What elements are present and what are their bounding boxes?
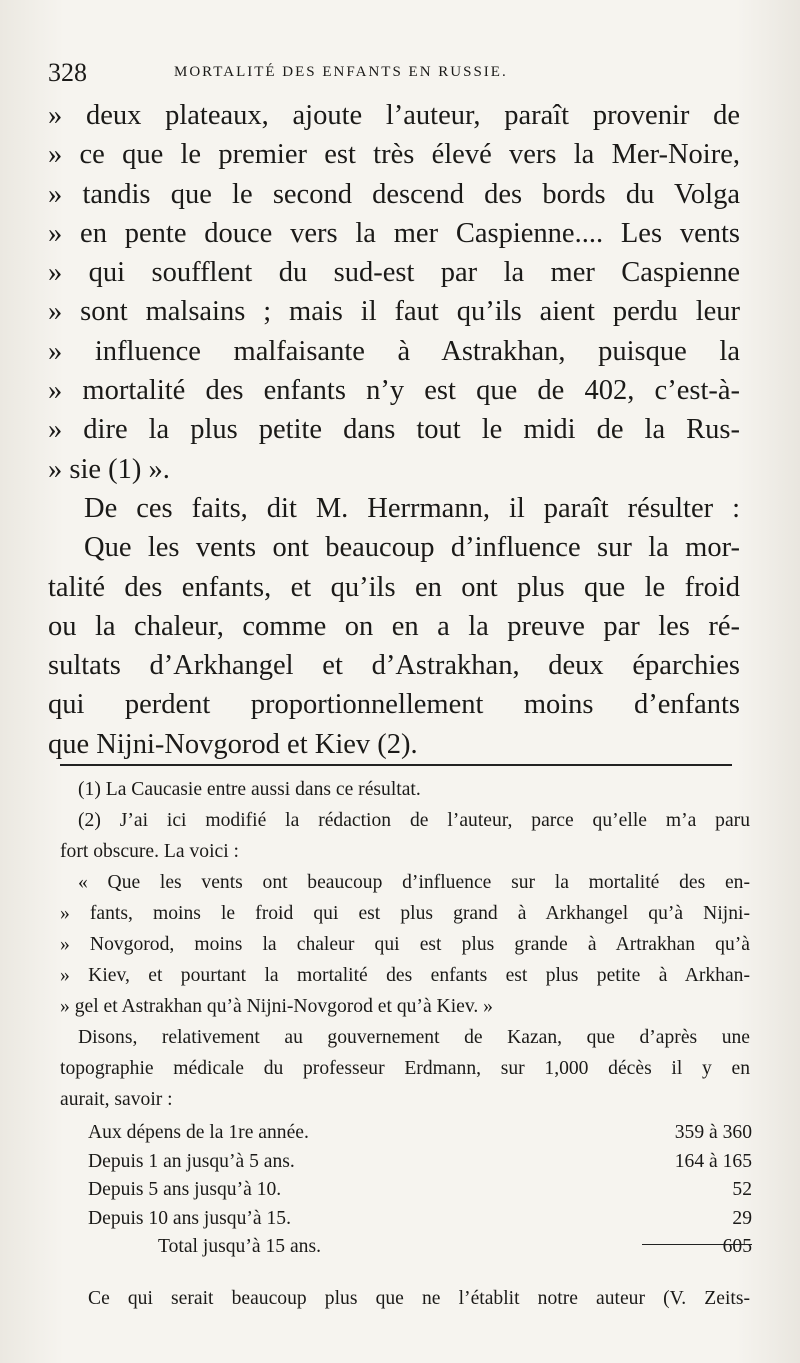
footnote-line: fort obscure. La voici : — [60, 841, 240, 862]
sum-rule — [642, 1244, 752, 1245]
row-label: Depuis 10 ans jusqu’à 15. — [88, 1207, 291, 1229]
table-row — [58, 1176, 752, 1205]
footnotes — [60, 774, 750, 1115]
text-line: » qui soufflent du sud-est par la mer Caspienne — [48, 257, 740, 289]
footnote-line: » gel et Astrakhan qu’à Nijni-Novgorod et qu’à Kiev. » — [60, 996, 493, 1017]
page-header — [48, 58, 760, 88]
row-value: 164 à 165 — [674, 1150, 752, 1172]
text-line: talité des enfants, et qu’ils en ont plus que le froid — [48, 571, 740, 603]
row-label: Depuis 1 an jusqu’à 5 ans. — [88, 1150, 295, 1172]
total-value: 605 — [722, 1236, 752, 1257]
footnote-line: topographie médicale du professeur Erdmann, sur 1,000 décès il y en — [60, 1058, 750, 1079]
table-row — [58, 1119, 752, 1148]
row-value: 29 — [732, 1207, 752, 1229]
text-line: De ces faits, dit M. Herrmann, il paraît résulter : — [84, 492, 740, 524]
table-row — [58, 1148, 752, 1177]
text-line: » sont malsains ; mais il faut qu’ils aient perdu leur — [48, 296, 740, 328]
text-line: » deux plateaux, ajoute l’auteur, paraît provenir de — [48, 100, 740, 131]
text-line: qui perdent proportionnellement moins d’enfants — [48, 689, 740, 721]
row-label: Depuis 5 ans jusqu’à 10. — [88, 1179, 282, 1200]
main-text — [48, 96, 740, 764]
text-line: » tandis que le second descend des bords du Volga — [48, 178, 740, 210]
row-value: 359 à 360 — [674, 1122, 752, 1143]
footnote-line: (1) La Caucasie entre aussi dans ce résultat. — [78, 779, 421, 800]
footnote-line: » Novgorod, moins la chaleur qui est plus grande à Artrakhan qu’à — [60, 934, 750, 955]
footnote-line: (2) J’ai ici modifié la rédaction de l’auteur, parce qu’elle m’a paru — [78, 810, 750, 831]
text-line: » ce que le premier est très élevé vers la Mer-Noire, — [48, 139, 740, 171]
text-line: sultats d’Arkhangel et d’Astrakhan, deux éparchies — [48, 650, 740, 682]
running-head: MORTALITÉ DES ENFANTS EN RUSSIE. — [174, 64, 508, 80]
row-label: Aux dépens de la 1re année. — [88, 1122, 309, 1143]
text-line: » en pente douce vers la mer Caspienne.... Les vents — [48, 217, 740, 249]
total-label: Total jusqu’à 15 ans. — [158, 1236, 321, 1257]
footnote-line: « Que les vents ont beaucoup d’influence sur la mortalité des en- — [78, 872, 750, 893]
text-line: » sie (1) ». — [48, 453, 170, 485]
row-value: 52 — [732, 1179, 752, 1200]
footnote-line: Disons, relativement au gouvernement de Kazan, que d’après une — [78, 1027, 750, 1048]
text-line: » mortalité des enfants n’y est que de 402, c’est-à- — [48, 375, 740, 407]
footnote-line: » Kiev, et pourtant la mortalité des enfants est plus petite à Arkhan- — [60, 965, 750, 986]
closing-line: Ce qui serait beaucoup plus que ne l’établit notre auteur (V. Zeits- — [88, 1288, 750, 1309]
table-row — [58, 1205, 752, 1234]
mortality-table — [58, 1119, 752, 1262]
footnote-line: aurait, savoir : — [60, 1089, 173, 1110]
text-line: » dire la plus petite dans tout le midi de la Rus- — [48, 414, 740, 446]
page-number: 328 — [48, 58, 87, 87]
text-line: que Nijni-Novgorod et Kiev (2). — [48, 728, 418, 760]
footnote-rule — [60, 764, 732, 766]
table-total-row — [58, 1233, 752, 1262]
text-line: » influence malfaisante à Astrakhan, puisque la — [48, 335, 740, 367]
text-line: ou la chaleur, comme on en a la preuve par les ré- — [48, 610, 740, 642]
text-line: Que les vents ont beaucoup d’influence sur la mor- — [84, 532, 740, 564]
footnote-line: » fants, moins le froid qui est plus grand à Arkhangel qu’à Nijni- — [60, 903, 750, 924]
